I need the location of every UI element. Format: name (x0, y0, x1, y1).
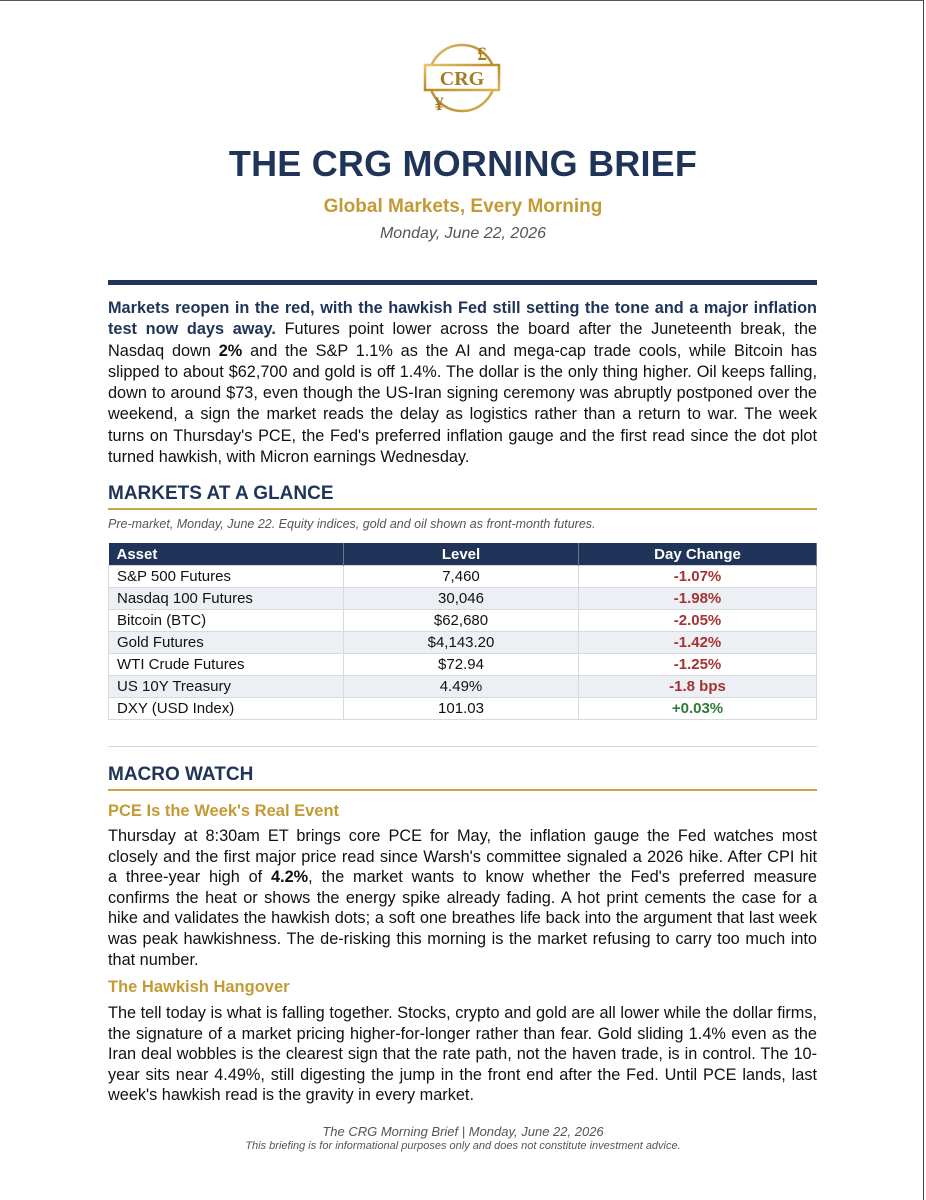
level-cell: $72.94 (344, 654, 579, 676)
change-cell: +0.03% (579, 698, 817, 720)
page-title: THE CRG MORNING BRIEF (228, 143, 698, 184)
macro-paragraph-pce (108, 826, 817, 970)
asset-cell: Bitcoin (BTC) (109, 610, 344, 632)
lead-text-a: Futures point lower across the board after the Juneteenth break, the Nasdaq down (108, 320, 817, 360)
col-header-level: Level (344, 543, 579, 566)
markets-note: Pre-market, Monday, June 22. Equity indices, gold and oil shown as front-month futures. (108, 517, 596, 531)
change-cell: -1.07% (579, 566, 817, 588)
markets-heading: MARKETS AT A GLANCE (108, 483, 817, 510)
level-cell: 101.03 (344, 698, 579, 720)
macro-heading: MACRO WATCH (108, 764, 817, 791)
change-cell: -1.42% (579, 632, 817, 654)
pce-text-a: Thursday at 8:30am ET brings core PCE for May, the inflation gauge the Fed watches most closely and the first major price read since Warsh's committee signaled a 2026 hike. After CPI hit a three-year high of (108, 827, 817, 887)
change-cell: -1.8 bps (579, 676, 817, 698)
level-cell: $62,680 (344, 610, 579, 632)
pce-bold: 4.2% (271, 868, 309, 887)
col-header-asset: Asset (109, 543, 344, 566)
lead-bold-pct: 2% (218, 341, 243, 360)
markets-table-body (109, 566, 817, 720)
asset-cell: WTI Crude Futures (109, 654, 344, 676)
table-row (109, 566, 817, 588)
macro-paragraph-hangover: The tell today is what is falling together. Stocks, crypto and gold are all lower while the dollar firms, the signature of a market pricing higher-for-longer rather than fear. Gold sliding 1.4% even as the Iran deal wobbles is the clearest sign that the rate path, not the haven trade, is in control. The 10-year sits near 4.49%, still digesting the jump in the front end after the Fed. Until PCE lands, last week's hawkish read is the gravity in every market. (108, 1004, 817, 1105)
level-cell: 4.49% (344, 676, 579, 698)
lead-bold-intro: Markets reopen in the red, with the hawkish Fed still setting the tone and a major inflation test now days away. (108, 299, 817, 339)
level-cell: 30,046 (344, 588, 579, 610)
logo-text: CRG (439, 68, 485, 90)
change-cell: -2.05% (579, 610, 817, 632)
lead-paragraph (108, 298, 817, 468)
crg-logo (421, 38, 503, 118)
issue-date: Monday, June 22, 2026 (379, 225, 547, 242)
markets-table (108, 543, 817, 720)
table-header-row (109, 543, 817, 566)
page-subtitle: Global Markets, Every Morning (323, 196, 603, 217)
change-cell: -1.98% (579, 588, 817, 610)
asset-cell: US 10Y Treasury (109, 676, 344, 698)
macro-subhead-pce: PCE Is the Week's Real Event (108, 802, 340, 820)
col-header-change: Day Change (579, 543, 817, 566)
asset-cell: Gold Futures (109, 632, 344, 654)
section-divider (108, 746, 817, 747)
page-top-border (0, 0, 924, 1)
table-row (109, 588, 817, 610)
table-row (109, 632, 817, 654)
table-row (109, 654, 817, 676)
asset-cell: DXY (USD Index) (109, 698, 344, 720)
footer-disclaimer: This briefing is for informational purposes only and does not constitute investment advice. (245, 1140, 681, 1152)
level-cell: $4,143.20 (344, 632, 579, 654)
footer-title: The CRG Morning Brief | Monday, June 22, 2026 (322, 1124, 604, 1139)
change-cell: -1.25% (579, 654, 817, 676)
table-row (109, 698, 817, 720)
pound-symbol: £ (477, 44, 487, 65)
lead-text-b: and the S&P 1.1% as the AI and mega-cap trade cools, while Bitcoin has slipped to about $62,700 and gold is off 1.4%. The dollar is the only thing higher. Oil keeps falling, down to around $73, even though the US-Iran signing ceremony was abruptly postponed over the weekend, a sign the market reads the delay as logistics rather than a return to war. The week turns on Thursday's PCE, the Fed's preferred inflation gauge and the first read since the dot plot turned hawkish, with Micron earnings Wednesday. (108, 341, 817, 467)
yen-symbol: ¥ (434, 94, 444, 115)
level-cell: 7,460 (344, 566, 579, 588)
asset-cell: S&P 500 Futures (109, 566, 344, 588)
header-rule (108, 280, 817, 285)
pce-text-b: , the market wants to know whether the Fed's preferred measure confirms the heat or shows the energy spike already fading. A hot print cements the case for a hike and validates the hawkish dots; a soft one breathes life back into the argument that last week was peak hawkishness. The de-risking this morning is the market refusing to carry too much into that number. (108, 868, 817, 969)
macro-subhead-hangover: The Hawkish Hangover (108, 978, 290, 996)
table-row (109, 676, 817, 698)
table-row (109, 610, 817, 632)
asset-cell: Nasdaq 100 Futures (109, 588, 344, 610)
